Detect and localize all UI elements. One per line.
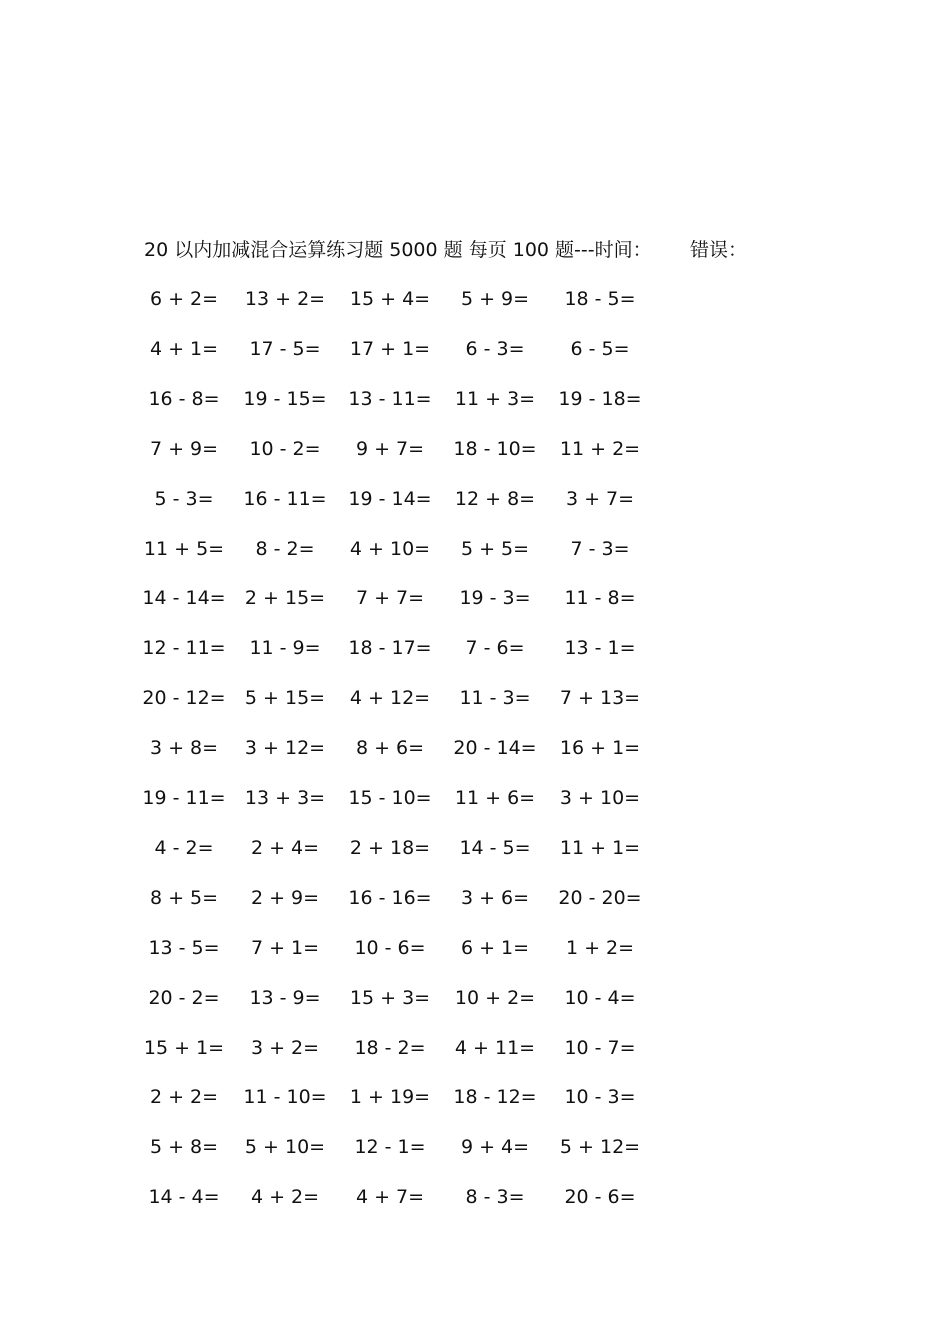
arithmetic-problem: 19 - 15= [243,387,327,410]
arithmetic-problem: 18 - 5= [564,288,636,310]
arithmetic-problem: 13 - 11= [348,387,432,410]
arithmetic-problem: 8 - 2= [255,537,315,560]
arithmetic-problem: 5 - 3= [154,487,214,510]
arithmetic-problem: 10 + 2= [454,986,536,1009]
arithmetic-problem: 8 + 6= [355,737,425,760]
arithmetic-problem: 3 + 7= [565,487,635,510]
arithmetic-problem: 8 + 5= [149,886,219,909]
arithmetic-problem: 14 - 5= [459,836,531,859]
arithmetic-problem: 10 - 3= [564,1086,636,1109]
arithmetic-problem: 15 + 1= [143,1036,225,1059]
arithmetic-problem: 11 - 10= [243,1086,327,1109]
arithmetic-problem: 13 - 9= [249,986,321,1009]
problem-row [0,1182,950,1212]
arithmetic-problem: 6 - 3= [465,337,525,360]
arithmetic-problem: 10 - 7= [564,1036,636,1059]
problem-row [0,783,950,813]
arithmetic-problem: 11 + 1= [559,836,641,859]
problem-row [0,833,950,863]
arithmetic-problem: 1 + 2= [565,936,635,959]
errors-label: 错误： [690,239,748,261]
arithmetic-problem: 11 - 9= [249,637,321,660]
arithmetic-problem: 13 - 5= [148,936,220,959]
problem-row [0,484,950,514]
arithmetic-problem: 8 - 3= [465,1186,525,1209]
arithmetic-problem: 2 + 2= [149,1086,219,1109]
arithmetic-problem: 11 + 2= [559,437,641,460]
arithmetic-problem: 2 + 9= [250,886,320,909]
arithmetic-problem: 20 - 2= [148,986,220,1009]
arithmetic-problem: 5 + 12= [559,1136,641,1159]
arithmetic-problem: 19 - 14= [348,487,432,510]
arithmetic-problem: 10 - 4= [564,986,636,1009]
arithmetic-problem: 9 + 4= [460,1136,530,1159]
arithmetic-problem: 18 - 2= [354,1036,426,1059]
arithmetic-problem: 20 - 20= [558,886,642,909]
arithmetic-problem: 3 + 10= [559,787,641,809]
arithmetic-problem: 1 + 19= [349,1086,431,1109]
arithmetic-problem: 7 - 3= [570,537,630,560]
arithmetic-problem: 11 + 6= [454,787,536,809]
arithmetic-problem: 13 - 1= [564,637,636,660]
arithmetic-problem: 17 + 1= [349,337,431,360]
arithmetic-problem: 4 + 10= [349,537,431,560]
arithmetic-problem: 16 - 16= [348,886,432,909]
arithmetic-problem: 12 - 1= [354,1136,426,1159]
problem-row [0,933,950,963]
arithmetic-problem: 3 + 12= [244,737,326,760]
arithmetic-problem: 5 + 9= [460,288,530,310]
arithmetic-problem: 3 + 2= [250,1036,320,1059]
problem-row [0,883,950,913]
arithmetic-problem: 15 - 10= [348,787,432,809]
arithmetic-problem: 17 - 5= [249,337,321,360]
arithmetic-problem: 13 + 3= [244,787,326,809]
arithmetic-problem: 15 + 3= [349,986,431,1009]
arithmetic-problem: 4 - 2= [154,836,214,859]
arithmetic-problem: 9 + 7= [355,437,425,460]
arithmetic-problem: 7 - 6= [465,637,525,660]
arithmetic-problem: 5 + 10= [244,1136,326,1159]
arithmetic-problem: 11 - 8= [564,587,636,610]
problem-row [0,633,950,663]
arithmetic-problem: 16 - 8= [148,387,220,410]
arithmetic-problem: 20 - 6= [564,1186,636,1209]
arithmetic-problem: 18 - 10= [453,437,537,460]
problem-row [0,384,950,414]
arithmetic-problem: 19 - 18= [558,387,642,410]
problem-row [0,983,950,1013]
arithmetic-problem: 2 + 4= [250,836,320,859]
arithmetic-problem: 14 - 14= [142,587,226,610]
arithmetic-problem: 7 + 1= [250,936,320,959]
arithmetic-problem: 18 - 12= [453,1086,537,1109]
arithmetic-problem: 15 + 4= [349,288,431,310]
arithmetic-problem: 14 - 4= [148,1186,220,1209]
arithmetic-problem: 7 + 13= [559,687,641,710]
arithmetic-problem: 2 + 15= [244,587,326,610]
arithmetic-problem: 4 + 1= [149,337,219,360]
arithmetic-problem: 20 - 14= [453,737,537,760]
arithmetic-problem: 18 - 17= [348,637,432,660]
problem-row [0,583,950,613]
arithmetic-problem: 19 - 3= [459,587,531,610]
arithmetic-problem: 12 - 11= [142,637,226,660]
arithmetic-problem: 2 + 18= [349,836,431,859]
problem-row [0,733,950,763]
arithmetic-problem: 4 + 11= [454,1036,536,1059]
arithmetic-problem: 4 + 7= [355,1186,425,1209]
arithmetic-problem: 13 + 2= [244,288,326,310]
arithmetic-problem: 11 + 3= [454,387,536,410]
arithmetic-problem: 7 + 9= [149,437,219,460]
problem-row [0,284,950,314]
arithmetic-problem: 10 - 2= [249,437,321,460]
arithmetic-problem: 6 + 1= [460,936,530,959]
arithmetic-problem: 6 + 2= [149,288,219,310]
problem-row [0,434,950,464]
arithmetic-problem: 6 - 5= [570,337,630,360]
problem-row [0,683,950,713]
arithmetic-problem: 12 + 8= [454,487,536,510]
arithmetic-problem: 5 + 8= [149,1136,219,1159]
problem-row [0,1082,950,1112]
problem-row [0,1132,950,1162]
problem-row [0,534,950,564]
arithmetic-problem: 4 + 2= [250,1186,320,1209]
arithmetic-problem: 11 + 5= [143,537,225,560]
arithmetic-problem: 19 - 11= [142,787,226,809]
arithmetic-problem: 20 - 12= [142,687,226,710]
arithmetic-problem: 5 + 15= [244,687,326,710]
arithmetic-problem: 5 + 5= [460,537,530,560]
arithmetic-problem: 4 + 12= [349,687,431,710]
arithmetic-problem: 7 + 7= [355,587,425,610]
problem-row [0,334,950,364]
arithmetic-problem: 3 + 6= [460,886,530,909]
arithmetic-problem: 11 - 3= [459,687,531,710]
arithmetic-problem: 10 - 6= [354,936,426,959]
arithmetic-problem: 16 + 1= [559,737,641,760]
worksheet-title: 20 以内加减混合运算练习题 5000 题 每页 100 题---时间： [144,239,652,261]
problem-row [0,1033,950,1063]
arithmetic-problem: 3 + 8= [149,737,219,760]
arithmetic-problem: 16 - 11= [243,487,327,510]
